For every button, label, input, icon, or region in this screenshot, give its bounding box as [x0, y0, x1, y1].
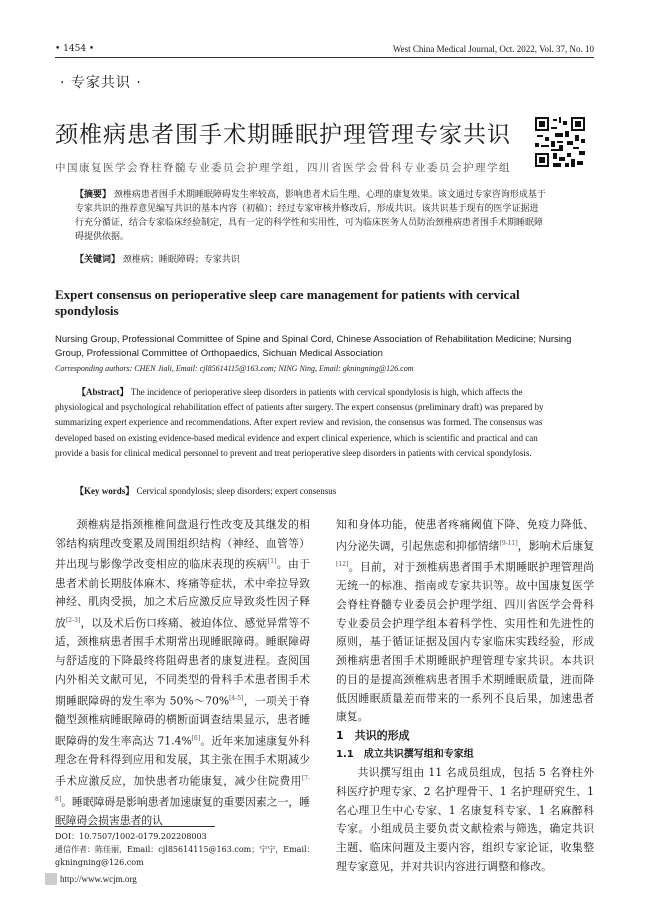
body-paragraph	[336, 516, 594, 727]
journal-logo-icon	[45, 873, 57, 885]
citation-ref: [2-3]	[65, 617, 81, 625]
article-title: 颈椎病患者围手术期睡眠护理管理专家共识	[55, 122, 511, 148]
column-tag: · 专家共识 ·	[60, 75, 142, 91]
body-text: ，影响术后康复	[517, 539, 595, 553]
citation-ref: [4-5]	[229, 694, 244, 702]
abstract-cn-label: 【摘要】	[75, 190, 112, 200]
subsection-heading: 1.1 成立共识撰写组和专家组	[336, 748, 474, 760]
body-text: 。近年来加速康复外科理念在骨科得到应用和发展，其主张在围手术期减少手术应激反应，加快患者功能康复，减少住院费用	[55, 734, 310, 788]
header-rule	[55, 57, 594, 58]
qr-code-icon	[535, 117, 585, 167]
body-paragraph: 共识撰写组由 11 名成员组成，包括 5 名脊柱外科医疗护理专家、2 名护理骨干、1 名护理研究生、1 名心理卫生中心专家、1 名康复科专家、1 名麻醉科专家。小组成员主要负责文献检索与筛选，确定共识主题、临床问题及主要内容，组织专家论证，收集整理专家意见，并对共识内容进行调整和修改。	[336, 766, 594, 873]
abstract-cn-text: 颈椎病患者围手术期睡眠障碍发生率较高，影响患者术后生理、心理的康复效果。该文通过专家咨询形成基于专家共识的推荐意见编写共识的基本内容（初稿）；经过专家审核并修改后，形成共识。该共识基于现有的医学证据进行充分循证，结合专家临床经验制定，具有一定的科学性和实用性，可为临床医务人员防治颈椎病患者围手术期睡眠障碍提供依据。	[75, 190, 546, 242]
body-text: 。目前，对于颈椎病患者围手术期睡眠护理管理尚无统一的标准、指南或专家共识等。故中国康复医学会脊柱脊髓专业委员会护理学组、四川省医学会骨科专业委员会护理学组本着科学性、实用性和先进性的原则，基于循证证据及国内专家临床实践经验，形成颈椎病患者围手术期睡眠护理管理专家共识。本共识的目的是提高颈椎病患者围手术期睡眠质量，进而降低因睡眠质量差而带来的一系列不良后果，加速患者康复。	[336, 560, 594, 724]
keywords-en-text: Cervical spondylosis; sleep disorders; expert consensus	[136, 486, 337, 496]
abstract-cn	[75, 188, 547, 244]
journal-url-text[interactable]: http://www.wcjm.org	[60, 874, 137, 884]
body-text: ，一项关于脊髓型颈椎病睡眠障碍的横断面调查结果显示，患者睡眠障碍的发生率高达 71.4%	[55, 694, 310, 748]
section-heading: 1 共识的形成	[336, 728, 410, 742]
citation-ref: [12]	[336, 561, 349, 568]
body-text: 。睡眠障碍是影响患者加速康复的重要因素之一，睡眠障碍会损害患者的认	[55, 795, 310, 828]
doi[interactable]: DOI：10.7507/1002-0179.202208003	[55, 832, 207, 841]
citation-ref: [1]	[267, 558, 277, 566]
body-paragraph	[55, 516, 310, 831]
abstract-en	[55, 385, 548, 461]
body-text: 。由于患者术前长期肢体麻木、疼痛等症状，术中牵拉导致神经、肌肉受损，加之术后应激反应导致炎性因子释放	[55, 558, 311, 630]
keywords-cn-label: 【关键词】	[75, 255, 121, 265]
body-column-left	[55, 516, 310, 831]
page-number: • 1454 •	[55, 44, 95, 54]
journal-running-header: West China Medical Journal, Oct. 2022, Vol. 37, No. 10	[392, 44, 594, 54]
corresponding-authors: Corresponding authors: CHEN Jiali, Email: cjl85614115@163.com; NING Ning, Email: gkningning@126.com	[55, 364, 414, 373]
citation-ref: [6]	[191, 734, 201, 742]
abstract-en-label: 【Abstract】	[77, 387, 129, 397]
citation-ref: [9-11]	[499, 539, 518, 547]
keywords-en-label: 【Key words】	[75, 486, 135, 496]
authors-en: Nursing Group, Professional Committee of Spine and Spinal Cord, Chinese Association of Rehabilitation Medicine; Nursing Group, Professional Committee of Orthopaedics, Sichuan Medical Association	[55, 334, 572, 359]
footnote	[55, 830, 315, 869]
footnote-rule	[55, 826, 215, 827]
article-title-en: Expert consensus on perioperative sleep care management for patients with cervical spondylosis	[55, 287, 520, 318]
keywords-en	[75, 484, 336, 497]
footnote-corresponding: 通信作者：陈佳丽，Email：cjl85614115@163.com；宁宁，Email：gkningning@126.com	[55, 845, 315, 867]
body-text: 知和身体功能，使患者疼痛阈值下降、免疫力降低、内分泌失调，引起焦虑和抑郁情绪	[336, 518, 594, 553]
abstract-en-text: The incidence of perioperative sleep disorders in patients with cervical spondylosis is high, which affects the physiological and psychological rehabilitation effect of patients after surgery. The expert consensus (preliminary draft) was prepared by summarizing expert experience and recommendations. After expert review and revision, the consensus was formed. The consensus was developed based on existing evidence-based medical evidence and expert clinical experience, which is scientific and practical and can provide a basis for clinical medical personnel to prevent and treat perioperative sleep disorders in patients with cervical spondylosis.	[55, 387, 544, 458]
citation-ref: [7-8]	[55, 774, 310, 803]
journal-url[interactable]	[45, 873, 137, 885]
body-text: 颈椎病是指颈椎椎间盘退行性改变及其继发的相邻结构病理改变累及周围组织结构（神经、血管等）并出现与影像学改变相应的临床表现的疾病	[55, 518, 310, 571]
authors-cn: 中国康复医学会脊柱脊髓专业委员会护理学组，四川省医学会骨科专业委员会护理学组	[55, 162, 511, 174]
keywords-cn-text: 颈椎病；睡眠障碍；专家共识	[122, 255, 240, 265]
keywords-cn	[75, 252, 240, 265]
body-column-right	[336, 516, 594, 877]
body-text: ，以及术后伤口疼痛、被迫体位、感觉异常等不适，颈椎病患者围手术期常出现睡眠障碍。睡眠障碍与舒适度的下降最终将阻碍患者的康复进程。查阅国内外相关文献可见，不同类型的骨科手术患者围手术期睡眠障碍的发生率为 50%～70%	[55, 616, 311, 708]
